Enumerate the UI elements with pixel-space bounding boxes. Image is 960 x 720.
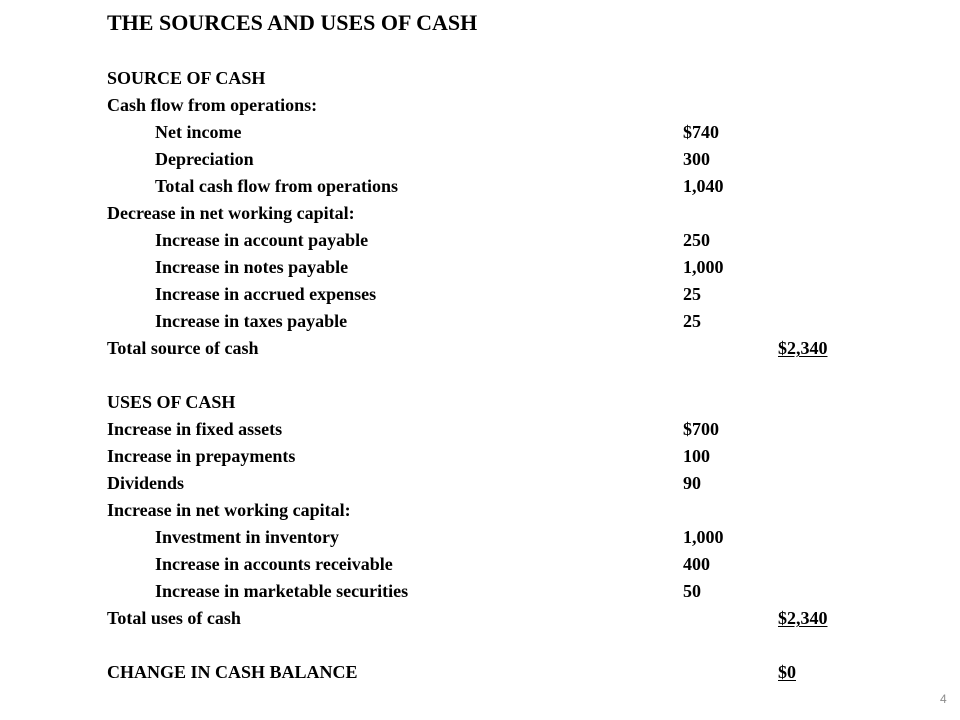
row-label: Total cash flow from operations	[155, 176, 398, 196]
row-label: Cash flow from operations:	[107, 95, 318, 115]
row-total: $2,340	[778, 338, 828, 358]
statement-row	[0, 92, 960, 119]
statement-row	[0, 200, 960, 227]
row-label: Increase in prepayments	[107, 446, 296, 466]
statement-row	[0, 470, 960, 497]
cash-flow-statement	[0, 65, 960, 686]
row-amount: 1,000	[683, 527, 724, 547]
statement-row	[0, 443, 960, 470]
row-label: Increase in notes payable	[155, 257, 349, 277]
row-amount: 1,000	[683, 257, 724, 277]
statement-row	[0, 65, 960, 92]
row-label: Increase in accounts receivable	[155, 554, 393, 574]
row-label: CHANGE IN CASH BALANCE	[107, 662, 358, 682]
row-amount: $740	[683, 122, 719, 142]
row-label: Dividends	[107, 473, 185, 493]
statement-row	[0, 578, 960, 605]
sources-of-cash-section	[0, 65, 960, 362]
row-amount: $700	[683, 419, 719, 439]
statement-row	[0, 335, 960, 362]
statement-row	[0, 281, 960, 308]
statement-row	[0, 497, 960, 524]
statement-row	[0, 146, 960, 173]
statement-row	[0, 416, 960, 443]
row-label: Decrease in net working capital:	[107, 203, 355, 223]
row-total: $2,340	[778, 608, 828, 628]
row-amount: 250	[683, 230, 710, 250]
page-number: 4	[940, 692, 947, 706]
statement-row	[0, 254, 960, 281]
row-amount: 1,040	[683, 176, 724, 196]
row-label: Increase in taxes payable	[155, 311, 348, 331]
row-amount: 400	[683, 554, 710, 574]
row-label: Investment in inventory	[155, 527, 339, 547]
slide-title: THE SOURCES AND USES OF CASH	[107, 10, 478, 35]
statement-row	[0, 659, 960, 686]
row-label: Increase in marketable securities	[155, 581, 409, 601]
statement-row	[0, 227, 960, 254]
row-label: USES OF CASH	[107, 392, 236, 412]
change-in-cash-section	[0, 659, 960, 686]
row-label: Total uses of cash	[107, 608, 241, 628]
statement-row	[0, 389, 960, 416]
row-amount: 90	[683, 473, 701, 493]
statement-row	[0, 119, 960, 146]
row-label: Increase in fixed assets	[107, 419, 283, 439]
row-label: Depreciation	[155, 149, 254, 169]
row-amount: 25	[683, 284, 701, 304]
row-label: Total source of cash	[107, 338, 259, 358]
row-label: SOURCE OF CASH	[107, 68, 266, 88]
row-label: Increase in account payable	[155, 230, 369, 250]
uses-of-cash-section	[0, 389, 960, 632]
statement-row	[0, 605, 960, 632]
row-amount: 25	[683, 311, 701, 331]
row-label: Increase in net working capital:	[107, 500, 351, 520]
row-total: $0	[778, 662, 796, 682]
statement-row	[0, 551, 960, 578]
row-amount: 50	[683, 581, 701, 601]
row-label: Net income	[155, 122, 242, 142]
row-amount: 300	[683, 149, 710, 169]
statement-row	[0, 524, 960, 551]
row-amount: 100	[683, 446, 710, 466]
statement-row	[0, 173, 960, 200]
statement-row	[0, 308, 960, 335]
row-label: Increase in accrued expenses	[155, 284, 377, 304]
